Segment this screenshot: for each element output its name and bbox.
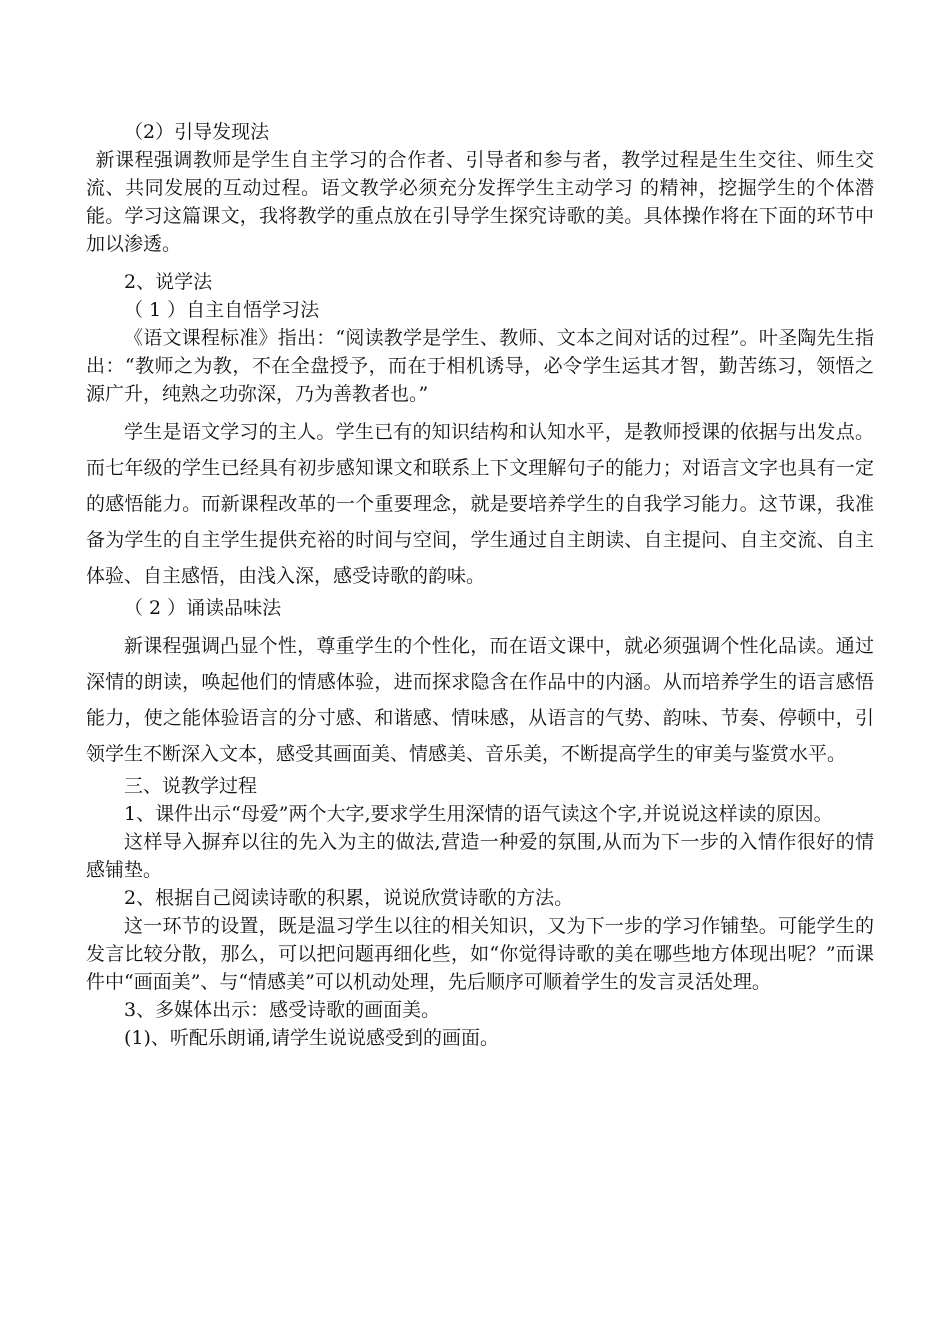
paragraph-step-3: 3、多媒体出示：感受诗歌的画面美。 [124,999,441,1021]
document-body [86,118,874,1052]
heading-teaching-process: 三、说教学过程 [124,775,258,797]
paragraph-step-3-1: (1)、听配乐朗诵,请学生说说感受到的画面。 [124,1027,499,1049]
heading-guided-discovery: （2）引导发现法 [124,121,270,143]
paragraph-curriculum-quote: 《语文课程标准》指出：“阅读教学是学生、教师、文本之间对话的过程”。叶圣陶先生指出：“教师之为教，不在全盘授予，而在于相机诱导，必令学生运其才智，勤苦练习，领悟之源广升，纯熟之功弥深，乃为善教者也。” [86,327,874,405]
heading-recitation-method: （ 2 ）诵读品味法 [124,597,282,619]
heading-self-study-method: （ 1 ）自主自悟学习法 [124,299,320,321]
paragraph-step-1-note: 这样导入摒弃以往的先入为主的做法,营造一种爱的氛围,从而为下一步的入情作很好的情感铺垫。 [86,831,874,881]
heading-study-method: 2、说学法 [124,271,213,293]
paragraph-step-1: 1、课件出示“母爱”两个大字,要求学生用深情的语气读这个字,并说说这样读的原因。 [124,803,833,825]
paragraph-guided-discovery: 新课程强调教师是学生自主学习的合作者、引导者和参与者，教学过程是生生交往、师生交流、共同发展的互动过程。语文教学必须充分发挥学生主动学习 的精神，挖掘学生的个体潜能。学习这篇课文，我将教学的重点放在引导学生探究诗歌的美。具体操作将在下面的环节中加以渗透。 [86,149,874,255]
paragraph-step-2: 2、根据自己阅读诗歌的积累，说说欣赏诗歌的方法。 [124,887,574,909]
paragraph-recitation: 新课程强调凸显个性，尊重学生的个性化，而在语文课中，就必须强调个性化品读。通过深情的朗读，唤起他们的情感体验，进而探求隐含在作品中的内涵。从而培养学生的语言感悟能力，使之能体验语言的分寸感、和谐感、情味感，从语言的气势、韵味、节奏、停顿中，引领学生不断深入文本，感受其画面美、情感美、音乐美，不断提高学生的审美与鉴赏水平。 [86,635,874,765]
paragraph-student-subject: 学生是语文学习的主人。学生已有的知识结构和认知水平，是教师授课的依据与出发点。而七年级的学生已经具有初步感知课文和联系上下文理解句子的能力；对语言文字也具有一定的感悟能力。而新课程改革的一个重要理念，就是要培养学生的自我学习能力。这节课，我准备为学生的自主学生提供充裕的时间与空间，学生通过自主朗读、自主提问、自主交流、自主体验、自主感悟，由浅入深，感受诗歌的韵味。 [86,421,874,587]
paragraph-step-2-note: 这一环节的设置，既是温习学生以往的相关知识，又为下一步的学习作铺垫。可能学生的发言比较分散，那么，可以把问题再细化些，如“你觉得诗歌的美在哪些地方体现出呢？”而课件中“画面美”、与“情感美”可以机动处理，先后顺序可顺着学生的发言灵活处理。 [86,915,874,993]
